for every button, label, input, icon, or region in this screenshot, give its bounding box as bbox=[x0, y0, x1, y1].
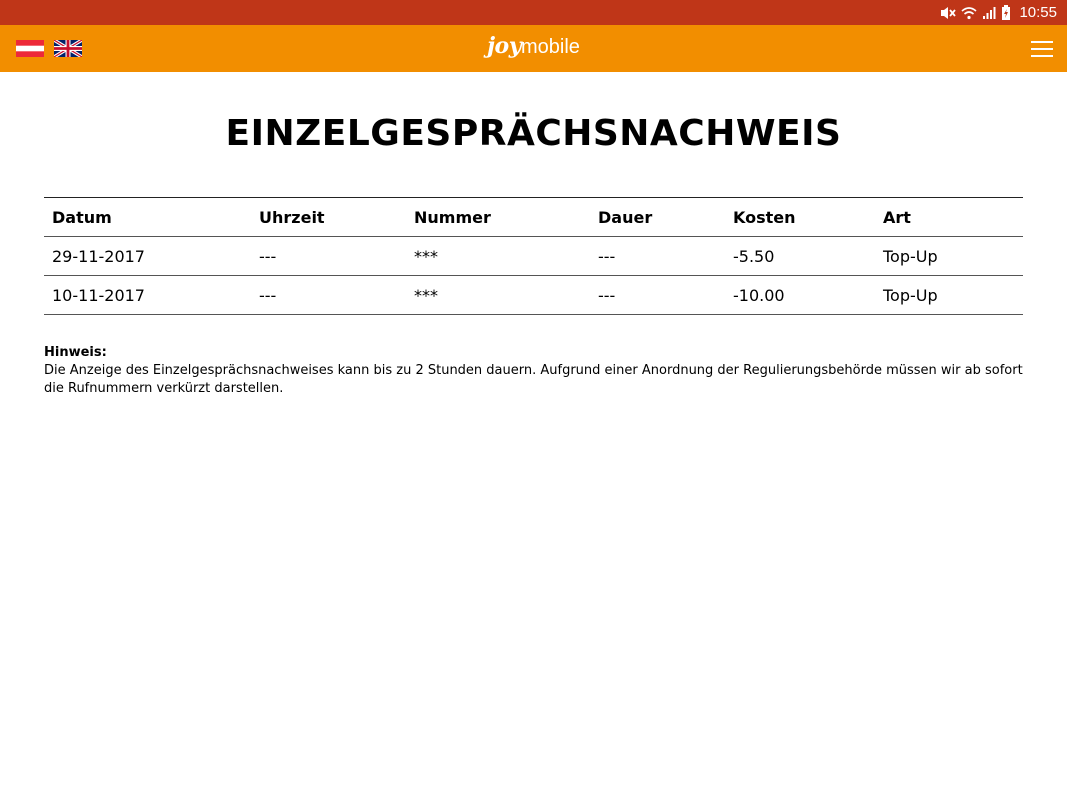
cell-art: Top-Up bbox=[875, 276, 1023, 315]
table-row bbox=[44, 237, 1023, 276]
cell-uhrzeit: --- bbox=[251, 276, 406, 315]
call-records-table bbox=[44, 197, 1023, 315]
note-text: Die Anzeige des Einzelgesprächsnachweises kann bis zu 2 Stunden dauern. Aufgrund einer Anordnung der Regulierungsbehörde müssen wir ab sofort die Rufnummern verkürzt darstellen. bbox=[44, 363, 1023, 396]
status-bar bbox=[0, 0, 1067, 25]
column-header-art: Art bbox=[875, 198, 1023, 237]
column-header-dauer: Dauer bbox=[590, 198, 725, 237]
cell-datum: 10-11-2017 bbox=[44, 276, 251, 315]
mute-icon bbox=[940, 6, 956, 20]
column-header-kosten: Kosten bbox=[725, 198, 875, 237]
cell-datum: 29-11-2017 bbox=[44, 237, 251, 276]
wifi-icon bbox=[961, 6, 977, 20]
column-header-datum: Datum bbox=[44, 198, 251, 237]
cell-nummer: *** bbox=[406, 237, 590, 276]
logo-joy: joy bbox=[487, 33, 521, 59]
cell-art: Top-Up bbox=[875, 237, 1023, 276]
battery-icon bbox=[1001, 5, 1011, 20]
logo-mobile: mobile bbox=[521, 36, 580, 58]
page-title: EINZELGESPRÄCHSNACHWEIS bbox=[225, 113, 842, 154]
table-header-row bbox=[44, 198, 1023, 237]
cell-dauer: --- bbox=[590, 237, 725, 276]
note-section bbox=[44, 344, 1034, 398]
note-heading: Hinweis: bbox=[44, 345, 107, 360]
cell-kosten: -10.00 bbox=[725, 276, 875, 315]
column-header-uhrzeit: Uhrzeit bbox=[251, 198, 406, 237]
hamburger-menu-icon[interactable] bbox=[1031, 41, 1053, 57]
signal-icon bbox=[982, 6, 996, 20]
app-bar bbox=[0, 25, 1067, 72]
status-icons bbox=[940, 0, 1057, 25]
column-header-nummer: Nummer bbox=[406, 198, 590, 237]
cell-kosten: -5.50 bbox=[725, 237, 875, 276]
cell-nummer: *** bbox=[406, 276, 590, 315]
app-logo bbox=[0, 33, 1067, 59]
status-time: 10:55 bbox=[1019, 4, 1057, 21]
cell-uhrzeit: --- bbox=[251, 237, 406, 276]
table-row bbox=[44, 276, 1023, 315]
cell-dauer: --- bbox=[590, 276, 725, 315]
